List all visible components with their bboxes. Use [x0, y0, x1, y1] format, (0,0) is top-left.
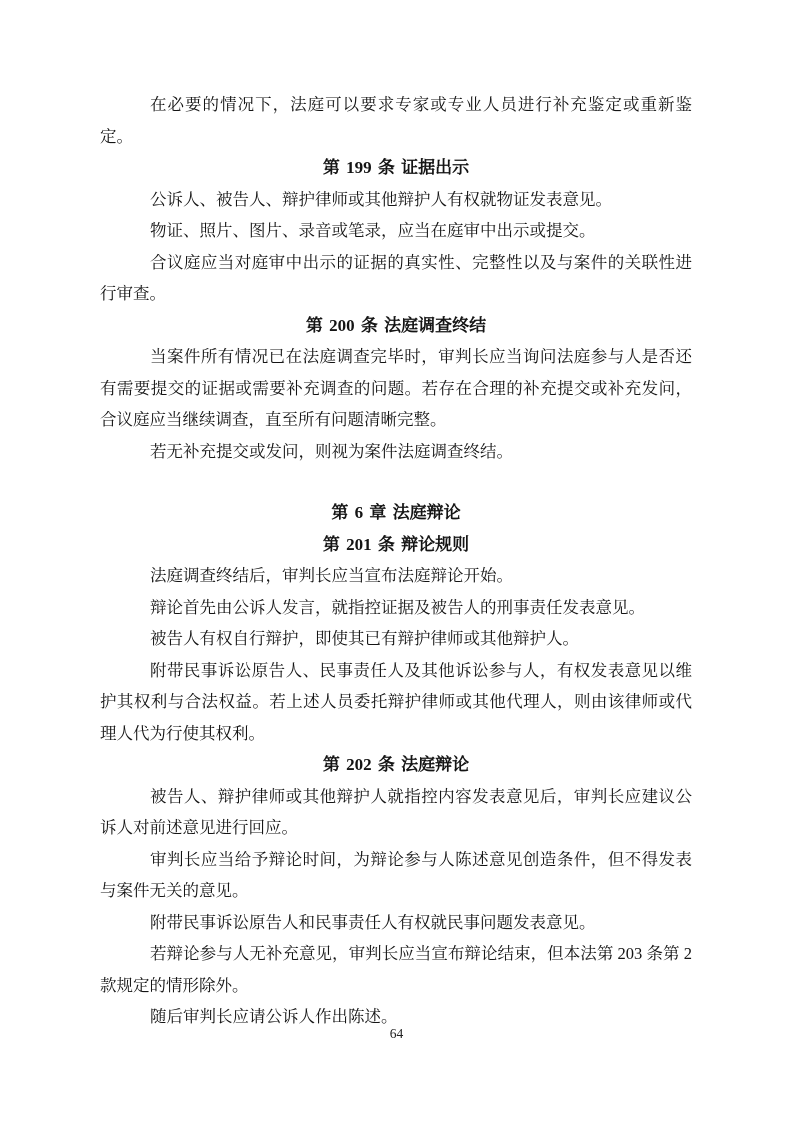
- article-200-heading: 第 200 条 法庭调查终结: [305, 315, 487, 335]
- article-200-para-2: 若无补充提交或发问，则视为案件法庭调查终结。: [150, 441, 513, 461]
- para-supplementary-appraisal: 在必要的情况下，法庭可以要求专家或专业人员进行补充鉴定或重新鉴定。: [100, 95, 692, 146]
- article-199-para-1: 公诉人、被告人、辩护律师或其他辩护人有权就物证发表意见。: [150, 189, 612, 209]
- article-202-para-4: 若辩论参与人无补充意见，审判长应当宣布辩论结束，但本法第 203 条第 2 款规定的情形除外。: [100, 944, 692, 995]
- article-202-para-2: 审判长应当给予辩论时间，为辩论参与人陈述意见创造条件，但不得发表与案件无关的意见。: [100, 849, 692, 900]
- article-201-para-2: 辩论首先由公诉人发言，就指控证据及被告人的刑事责任发表意见。: [150, 597, 645, 617]
- article-202-heading: 第 202 条 法庭辩论: [322, 755, 470, 774]
- document-body: [100, 89, 692, 1033]
- article-199-heading: 第 199 条 证据出示: [322, 158, 470, 177]
- article-202-para-3: 附带民事诉讼原告人和民事责任人有权就民事问题发表意见。: [150, 912, 596, 932]
- article-199-para-2: 物证、照片、图片、录音或笔录，应当在庭审中出示或提交。: [150, 221, 596, 240]
- article-201-para-4: 附带民事诉讼原告人、民事责任人及其他诉讼参与人，有权发表意见以维护其权利与合法权益。若上述人员委托辩护律师或其他代理人，则由该律师或代理人代为行使其权利。: [100, 660, 692, 743]
- article-201-heading: 第 201 条 辩论规则: [322, 534, 470, 554]
- article-200-para-1: 当案件所有情况已在法庭调查完毕时，审判长应当询问法庭参与人是否还有需要提交的证据或需要补充调查的问题。若存在合理的补充提交或补充发问，合议庭应当继续调查，直至所有问题清晰完整。: [100, 347, 692, 429]
- article-199-para-3: 合议庭应当对庭审中出示的证据的真实性、完整性以及与案件的关联性进行审查。: [100, 252, 692, 303]
- article-201-para-1: 法庭调查终结后，审判长应当宣布法庭辩论开始。: [150, 566, 513, 585]
- article-202-para-1: 被告人、辩护律师或其他辩护人就指控内容发表意见后，审判长应建议公诉人对前述意见进行回应。: [100, 786, 692, 837]
- chapter-6-heading: 第 6 章 法庭辩论: [331, 503, 461, 522]
- article-202-para-5: 随后审判长应请公诉人作出陈述。: [150, 1007, 398, 1026]
- page-number: 64: [389, 1026, 404, 1041]
- article-201-para-3: 被告人有权自行辩护，即使其已有辩护律师或其他辩护人。: [150, 629, 579, 648]
